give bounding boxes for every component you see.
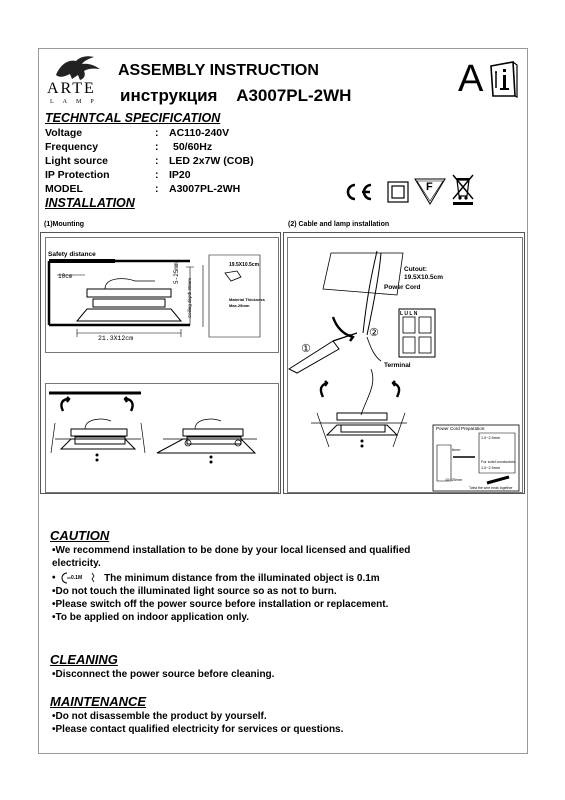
gap-label: 10cm [58,273,73,280]
spec-label: Light source [45,155,109,167]
weee-bin-icon [452,174,474,206]
cable-title: (2) Cable and lamp installation [288,221,390,228]
spec-value: LED 2x7W (COB) [169,155,254,167]
prep-6mm: 6mm [452,448,461,452]
spec-value: A3007PL-2WH [169,183,241,195]
spec-colon: : [155,127,159,139]
f-mark-letter: F [426,181,433,193]
caution-line-4: •Do not touch the illuminated light source so as not to burn. [52,586,337,597]
spec-label: MODEL [45,183,83,195]
mounting-title: (1)Mounting [44,221,85,228]
cutout-size-label: 19.5X10.5cm [229,262,260,268]
class-ii-icon [387,181,409,203]
caution-line-3-text: The minimum distance from the illuminated object is 0.1m [104,572,380,584]
distance-icon-label: 0.1M [71,575,83,581]
mounting-steps-diagram [45,383,277,491]
terminal-label: Terminal [384,362,411,369]
griffin-logo-icon [54,55,104,81]
spec-value: AC110-240V [169,127,230,139]
spec-colon: : [155,155,159,167]
prep-size-2: 1.0~2.5mm [481,466,501,470]
spec-colon: : [155,169,159,181]
spec-label: Frequency [45,141,99,153]
prep-size-1: 1.0~2.5mm [481,436,501,440]
cable-cutout-label: Cutout: [404,266,428,273]
spec-value: 50/60Hz [173,141,213,153]
title-english: ASSEMBLY INSTRUCTION [118,62,319,79]
maintenance-heading: MAINTENANCE [50,694,147,709]
title-russian-word: инструкция [120,86,218,105]
step-two-marker: ② [369,327,379,339]
caution-bullet: • [52,572,56,584]
power-cord-label: Power Cord [384,284,421,291]
info-book-icon [487,60,519,98]
cable-cutout-size: 19.5X10.5cm [404,274,444,281]
spec-value: IP20 [169,169,191,181]
cleaning-line-1: •Disconnect the power source before cleaning. [52,669,275,680]
mounting-diagram [45,237,277,351]
ceiling-depth-label: Ceiling depth 90mm [187,277,192,318]
depth-label: 5-25mm [173,262,180,284]
spec-heading: TECHNTCAL SPECIFICATION [45,111,221,125]
ce-mark-icon [342,182,374,202]
caution-line-3 [52,572,380,584]
spec-colon: : [155,183,159,195]
title-russian [120,86,351,106]
safety-distance-label: Safety distance [48,251,96,258]
logo-word: ARTE [47,80,96,97]
step-one-marker: ① [301,343,311,355]
size-label: 21.3X12cm [98,335,134,342]
cleaning-heading: CLEANING [50,652,118,667]
terminal-marks: L U L N [400,311,418,317]
installation-heading: INSTALLATION [45,196,135,210]
prep-twist: Twist the wire ends together [469,486,513,490]
caution-line-6: •To be applied on indoor application only. [52,612,250,623]
material-max-label: Max.25mm [229,303,250,308]
material-thickness-label: Material Thickness [229,297,265,302]
spec-label: Voltage [45,127,83,139]
caution-heading: CAUTION [50,528,110,543]
logo-subtitle: LAMP [50,99,103,105]
prep-title: Power Cord Preparation: [436,426,486,431]
caution-line-1: •We recommend installation to be done by your local licensed and qualified [52,545,411,556]
maintenance-line-1: •Do not disassemble the product by yourself. [52,711,267,722]
spec-colon: : [155,141,159,153]
title-model: A3007PL-2WH [236,86,352,105]
caution-line-5: •Please switch off the power source before installation or replacement. [52,599,389,610]
caution-line-2: electricity. [52,558,101,569]
spec-label: IP Protection [45,169,110,181]
prep-length: 10~25mm [445,478,462,482]
energy-class-letter: A [458,58,484,100]
maintenance-line-2: •Please contact qualified electricity for services or questions. [52,724,344,735]
prep-solid: For solid conductors [481,460,516,464]
